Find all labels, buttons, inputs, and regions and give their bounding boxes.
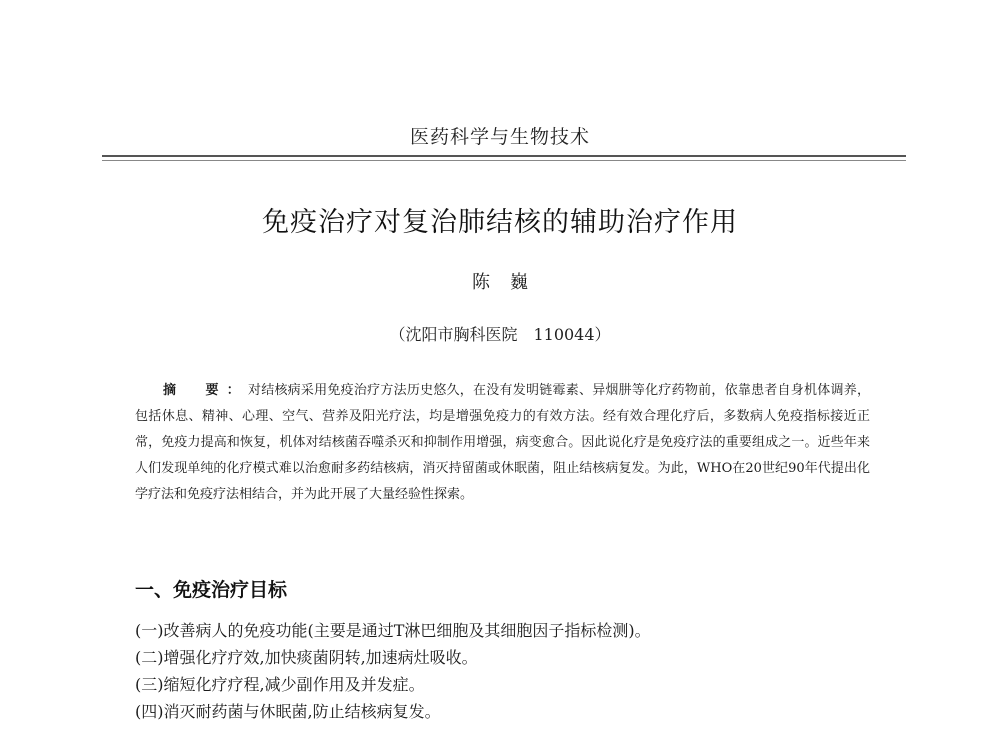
list-item: (四)消灭耐药菌与休眠菌,防止结核病复发。 bbox=[135, 702, 441, 721]
abstract-label: 摘 要： bbox=[163, 383, 248, 398]
article-author: 陈巍 bbox=[472, 272, 548, 293]
goals-list bbox=[135, 617, 895, 725]
journal-section-label: 医药科学与生物技术 bbox=[409, 126, 590, 148]
list-item: (三)缩短化疗疗程,减少副作用及并发症。 bbox=[135, 675, 425, 694]
list-item: (一)改善病人的免疫功能(主要是通过T淋巴细胞及其细胞因子指标检测)。 bbox=[135, 621, 651, 640]
article-title: 免疫治疗对复治肺结核的辅助治疗作用 bbox=[262, 207, 738, 238]
header-rule-top bbox=[102, 155, 906, 157]
abstract bbox=[135, 378, 870, 508]
header-rule-bottom bbox=[102, 160, 906, 161]
list-item: (二)增强化疗疗效,加快痰菌阴转,加速病灶吸收。 bbox=[135, 648, 478, 667]
article-affiliation: （沈阳市胸科医院 110044） bbox=[389, 325, 611, 344]
abstract-text: 对结核病采用免疫治疗方法历史悠久，在没有发明链霉素、异烟肼等化疗药物前，依靠患者自身机体调养，包括休息、精神、心理、空气、营养及阳光疗法，均是增强免疫力的有效方法。经有效合理化疗后，多数病人免疫指标接近正常，免疫力提高和恢复，机体对结核菌吞噬杀灭和抑制作用增强，病变愈合。因此说化疗是免疫疗法的重要组成之一。近些年来人们发现单纯的化疗模式难以治愈耐多药结核病，消灭持留菌或休眠菌，阻止结核病复发。为此，WHO在20世纪90年代提出化学疗法和免疫疗法相结合，并为此开展了大量经验性探索。 bbox=[135, 383, 870, 502]
section-heading: 一、免疫治疗目标 bbox=[135, 579, 288, 601]
